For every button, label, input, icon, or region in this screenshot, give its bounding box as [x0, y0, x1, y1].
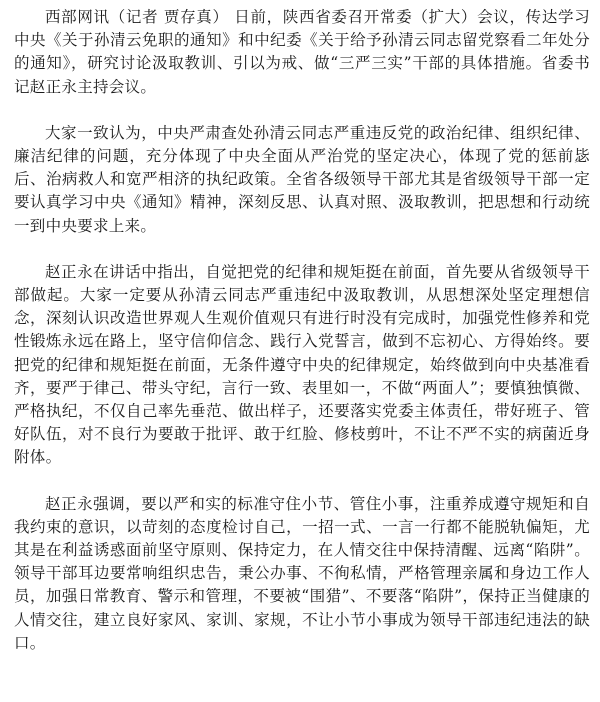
article-body [14, 6, 590, 655]
paragraph-gap [14, 99, 590, 122]
paragraph-gap [14, 470, 590, 493]
paragraph-consensus: 大家一致认为，中央严肃查处孙清云同志严重违反党的政治纪律、组织纪律、廉洁纪律的问题，充分体现了中央全面从严治党的坚定决心，体现了党的惩前毖后、治病救人和宽严相济的执纪政策。全省各级领导干部尤其是省级领导干部一定要认真学习中央《通知》精神，深刻反思、认真对照、汲取教训，把思想和行动统一到中央要求上来。 [14, 123, 590, 235]
paragraph-intro: 西部网讯（记者 贾存真） 日前，陕西省委召开常委（扩大）会议，传达学习中央《关于孙清云免职的通知》和中纪委《关于给予孙清云同志留党察看二年处分的通知》，研究讨论汲取教训、引以为戒、做“三严三实”干部的具体措施。省委书记赵正永主持会议。 [14, 8, 590, 96]
paragraph-gap [14, 238, 590, 261]
paragraph-speech: 赵正永在讲话中指出，自觉把党的纪律和规矩挺在前面，首先要从省级领导干部做起。大家一定要从孙清云同志严重违纪中汲取教训，从思想深处坚定理想信念，深刻认识改造世界观人生观价值观只有进行时没有完成时，加强党性修养和党性锻炼永远在路上，坚守信仰信念、践行入党誓言，做到不忘初心、方得始终。要把党的纪律和规矩挺在前面，无条件遵守中央的纪律规定，始终做到向中央基准看齐，要严于律己、带头守纪，言行一致、表里如一，不做“两面人”；要慎独慎微、严格执纪，不仅自己率先垂范、做出样子，还要落实党委主体责任，带好班子、管好队伍，对不良行为要敢于批评、敢于红脸、修枝剪叶，不让不严不实的病菌近身附体。 [14, 262, 590, 467]
paragraph-emphasis: 赵正永强调，要以严和实的标准守住小节、管住小事，注重养成遵守规矩和自我约束的意识，以苛刻的态度检讨自己，一招一式、一言一行都不能脱轨偏矩，尤其是在利益诱惑面前坚守原则、保持定力，在人情交往中保持清醒、远离“陷阱”。领导干部耳边要常响组织忠告，秉公办事、不徇私情，严格管理亲属和身边工作人员，加强日常教育、警示和管理，不要被“围猎”、不要落“陷阱”，保持正当健康的人情交往，建立良好家风、家训、家规，不让小节小事成为领导干部违纪违法的缺口。 [14, 494, 590, 652]
